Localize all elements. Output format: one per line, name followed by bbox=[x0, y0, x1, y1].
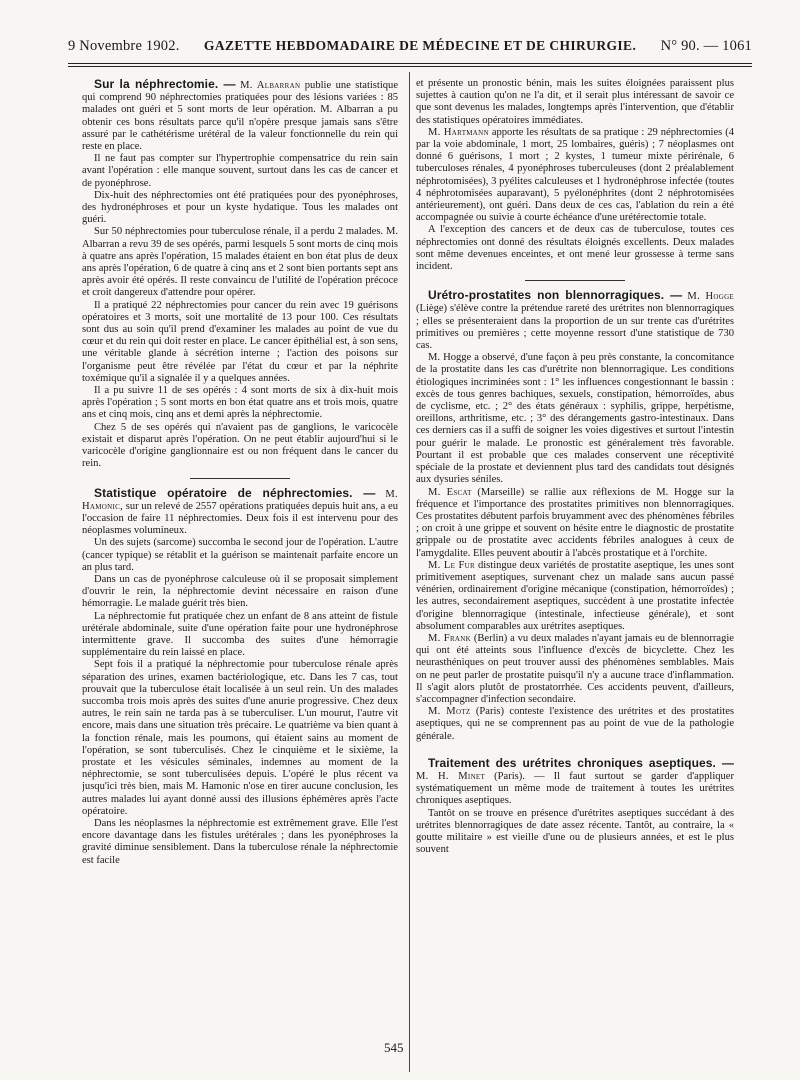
section-title-statistique: Statistique opératoire de néphrectomies. — bbox=[94, 485, 376, 500]
running-header bbox=[68, 38, 752, 60]
author-escat: M. Escat bbox=[428, 486, 472, 498]
sec1-para-6: Il a pu suivre 11 de ses opérés : 4 sont morts de six à dix-huit mois après l'opération ; 5 sont morts en bon état quatre ans et trois mois, quatre ans et cinq mois, cinq ans et demi après la néphrectomie. bbox=[82, 385, 398, 421]
sec3-para-escat: M. Escat (Marseille) se rallie aux réflexions de M. Hogge sur la fréquence et l'importance des prostatites primitives non blennorragiques. Ces prostatites débutent parfois bruyamment avec des phénomènes fébriles ; on croit à une grippe et souvent on hésite entre le diagnostic de prostatite grippale ou de prostatite avec accidents fébriles analogues à ceux de l'amygdalite. Elles peuvent aboutir à l'abcès prostatique et à l'orchite. bbox=[416, 486, 734, 559]
author-albarran: M. Albarran bbox=[240, 80, 301, 91]
section-title-uretro-prostatites: Urétro-prostatites non blennorragiques. — bbox=[428, 288, 683, 303]
sec4-para-1: Traitement des urétrites chroniques aseptiques. — M. H. Minet (Paris). — Il faut surtout se garder d'appliquer systématiquement un même mode de traitement à toutes les urétrites chroniques aseptiques. bbox=[416, 755, 734, 807]
right-column bbox=[416, 78, 734, 1038]
author-le-fur: M. Le Fur bbox=[428, 559, 475, 571]
author-hartmann: M. Hartmann bbox=[428, 126, 489, 138]
sec3-para-2: M. Hogge a observé, d'une façon à peu près constante, la concomitance de la prostatite dans les cas d'urétrite non blennorragique. Les conditions étiologiques incriminées sont : 1° les influences congestionnant le bassin : excès de tous genres bachiques, sexuels, constipation, hémorroïdes, abus de cyclisme, etc. ; 2° des états généraux : syphilis, grippe, herpétisme, oreillons, arthritisme, etc. ; 3° des dérangements gastro-intestinaux. Dans ces derniers cas il a suffi de soigner les voies digestives et surtout l'intestin pour guérir le malade. Le pronostic est généralement très favorable. Pourtant il est probable que ces malades conservent une réceptivité spéciale de la prostate et deviennent plus tard des candidats tout désignés aux dysuries séniles. bbox=[416, 352, 734, 486]
sec3-para-motz: M. Motz (Paris) conteste l'existence des urétrites et des prostatites aseptiques, qui ne se comprennent pas au point de vue de la pathologie générale. bbox=[416, 706, 734, 742]
section-gap bbox=[416, 743, 734, 757]
sec1-para-4: Sur 50 néphrectomies pour tuberculose rénale, il a perdu 2 malades. M. Albarran a revu 39 de ses opérés, parmi lesquels 5 sont morts de cinq mois à quatre ans après l'opération, 15 malades étaient en bon état plus de deux ans après l'opération, 6 de quatre à cinq ans et 2 sont bien portants sept ans après avoir été opérés. Il reste convaincu de l'utilité de l'opération précoce et croit dangereux d'attendre pour opérer. bbox=[82, 226, 398, 299]
header-date: 9 Novembre 1902. bbox=[68, 38, 180, 54]
column-separator bbox=[409, 72, 410, 1072]
header-rule-top bbox=[68, 63, 752, 64]
sec2-para-6: Dans les néoplasmes la néphrectomie est extrêmement grave. Elle l'est encore davantage dans les fistules urétérales ; dans les pyonéphroses la gravité diminue sensiblement. Dans la tuberculose rénale la néphrectomie est facile bbox=[82, 817, 398, 866]
right-para-hartmann: M. Hartmann apporte les résultats de sa pratique : 29 néphrectomies (4 par la voie abdominale, 1 mort, 25 lombaires, guéris) ; 7 néoplasmes ont donné 6 guérisons, 1 mort ; 2 kystes, 1 tumeur mixte périrénale, 6 tuberculoses rénales, 4 pyonéphroses tuberculeuses (dont 2 préalablement néphrotomisées), 3 pyélites calculeuses et 1 hydronéphrose infectée (toutes 4 néphrotomisées auparavant), 5 pyélonéphrites (dont 2 néphrotomisées antérieurement), ont guéri. Dans deux de ces cas, l'ablation du rein a été accompagnée ou suivie à courte échéance d'une urétérectomie totale. bbox=[416, 126, 734, 224]
sec2-para-3: Dans un cas de pyonéphrose calculeuse où il se proposait simplement d'ouvrir le rein, la néphrectomie devint nécessaire en raison d'une hémorragie. Le malade guérit très bien. bbox=[82, 573, 398, 610]
left-column bbox=[82, 78, 398, 1038]
sec1-para-1: Sur la néphrectomie. — M. Albarran publie une statistique qui comprend 90 néphrectomies pratiquées pour des lésions variées : 85 malades ont guéri et 5 sont morts de leur opération. M. Albarran a pu obtenir ces bons résultats parce qu'il n'opère presque jamais sans s'être assuré par le cathétérisme urétéral de la valeur fonctionnelle du rein qui reste en place. bbox=[82, 78, 398, 153]
page-folio: 545 bbox=[384, 1040, 404, 1055]
section-title-traitement: Traitement des urétrites chroniques aseptiques. — bbox=[428, 755, 734, 770]
header-journal-title: GAZETTE HEBDOMADAIRE DE MÉDECINE ET DE CHIRURGIE. bbox=[203, 38, 637, 53]
sec3-para-frank: M. Frank (Berlin) a vu deux malades n'ayant jamais eu de blennorragie qui ont été atteints sous l'influence d'excès de bicyclette. Chez les neurasthéniques on peut trouver aussi des phénomènes semblables. Mais on ne peut parler de prostatite puisqu'il n'y a aucune trace d'inflammation. Il s'agit alors plutôt de prostatorrhée. Ces accidents peuvent, d'ailleurs, s'accompagner d'infection secondaire. bbox=[416, 632, 734, 705]
author-frank: M. Frank bbox=[428, 632, 471, 644]
sec2-para-4: La néphrectomie fut pratiquée chez un enfant de 8 ans atteint de fistule urétérale abdominale, suite d'une opération faite pour une hydronéphrose intermittente grave. Il succomba des suites d'une hémorragie supplémentaire du rein laissé en place. bbox=[82, 610, 398, 659]
sec3-para-lefur: M. Le Fur distingue deux variétés de prostatite aseptique, les unes sont primitivement aseptiques, survenant chez un malade sans aucun passé vénérien, ordinairement d'origine mécanique (constipation, hémorroïdes) ; les autres, secondairement aseptiques, succèdent à une prostatite infectée d'origine blennorragique (intestinale, infectieuse générale), et sont absolument comparables aux urétrites aseptiques. bbox=[416, 559, 734, 632]
sec1-para-2: Il ne faut pas compter sur l'hypertrophie compensatrice du rein sain avant l'opération : elle manque souvent, surtout dans les cas de cancer et de pyonéphrose. bbox=[82, 153, 398, 189]
author-hamonic: M. Hamonic, bbox=[82, 488, 398, 512]
author-minet: M. H. Minet bbox=[416, 770, 486, 782]
sec1-para-7: Chez 5 de ses opérés qui n'avaient pas de ganglions, le varicocèle existait et disparut après l'opération. On ne peut établir aujourd'hui si le varicocèle d'origine ganglionnaire est ou non fréquent dans le cancer du rein. bbox=[82, 421, 398, 470]
sec2-para-1: Statistique opératoire de néphrectomies. — M. Hamonic, sur un relevé de 2557 opérations pratiquées depuis huit ans, a eu l'occasion de faire 11 néphrectomies. Deux fois il est intervenu pour des néoplasmes volumineux. bbox=[82, 485, 398, 537]
sec2-para-2: Un des sujets (sarcome) succomba le second jour de l'opération. L'autre (cancer typique) se rétablit et la guérison se maintenait parfaite encore un an plus tard. bbox=[82, 537, 398, 573]
header-issue-page: N° 90. — 1061 bbox=[660, 38, 752, 54]
sec3-para-1: Urétro-prostatites non blennorragiques. — M. Hogge (Liège) s'élève contre la prétendue rareté des urétrites non blennorragiques ; elles se présenteraient dans la proportion de un sur trente cas d'urétrites primitives ou premières ; cette moyenne ressort d'une statistique de 730 cas. bbox=[416, 288, 734, 352]
header-rule-bottom bbox=[68, 66, 752, 67]
author-motz: M. Motz bbox=[428, 706, 471, 718]
section-title-nephrectomie: Sur la néphrectomie. — bbox=[94, 78, 236, 91]
section-divider bbox=[190, 478, 290, 479]
right-para-continued: et présente un pronostic bénin, mais les suites éloignées paraissent plus sujettes à caution qu'on ne l'a dit, et il serait plus intéressant de savoir ce que sont devenus les malades, longtemps après l'intervention, que d'établir des statistiques opératoires immédiates. bbox=[416, 78, 734, 126]
right-para-exception: A l'exception des cancers et de deux cas de tuberculose, toutes ces néphrectomies ont donné des résultats éloignés excellents. Deux malades sont même devenues enceintes, et ont mené leur grossesse à terme sans incident. bbox=[416, 224, 734, 273]
author-hogge: M. Hogge bbox=[687, 291, 734, 303]
sec1-para-3: Dix-huit des néphrectomies ont été pratiquées pour des pyonéphroses, des hydronéphroses et pour un kyste hydatique. Tous les malades ont guéri. bbox=[82, 189, 398, 226]
sec1-para-5: Il a pratiqué 22 néphrectomies pour cancer du rein avec 19 guérisons opératoires et 3 morts, soit une mortalité de 13 pour 100. Ces résultats sont dus au soin qu'il prend d'examiner les malades au point de vue du cœur et du rein qui doit rester en place. Le cancer épithélial est, à son sens, une véritable glande à sécrétion interne ; l'action des poisons sur l'organisme peut être révélée par l'état du cœur et par la néphrite toxémique qu'il a signalée il y a quelques années. bbox=[82, 299, 398, 384]
sec4-para-2: Tantôt on se trouve en présence d'urétrites aseptiques succédant à des urétrites blennorragiques de date assez récente. Tantôt, au contraire, la « goutte militaire » est vieille d'une ou de plusieurs années, et est le plus souvent bbox=[416, 807, 734, 856]
sec2-para-5: Sept fois il a pratiqué la néphrectomie pour tuberculose rénale après séparation des urines, examen bactériologique, etc. Dans les 7 cas, tout prouvait que la tuberculose était localisée à un seul rein. Un des malades succomba trois mois après des suites d'une anurie progressive. Chez deux autres, le rein sain ne tarda pas à se tuberculiser. L'un mourut, l'autre vit encore, mais dans une situation très précaire. Le quatrième va bien quant à la fonction rénale, mais les poumons, qui étaient sains au moment de l'opération, se sont tuberculisés. Chez le cinquième et le sixième, la prostate et les vésicules séminales, indemnes au moment de la néphrectomie, se sont tuberculisées depuis. L'opéré le plus récent va jusqu'ici très bien, mais M. Hamonic n'ose en tirer aucune conclusion, les autres malades lui ayant donné aussi des illusions éphémères après l'acte opératoire. bbox=[82, 659, 398, 817]
section-divider bbox=[525, 280, 625, 281]
